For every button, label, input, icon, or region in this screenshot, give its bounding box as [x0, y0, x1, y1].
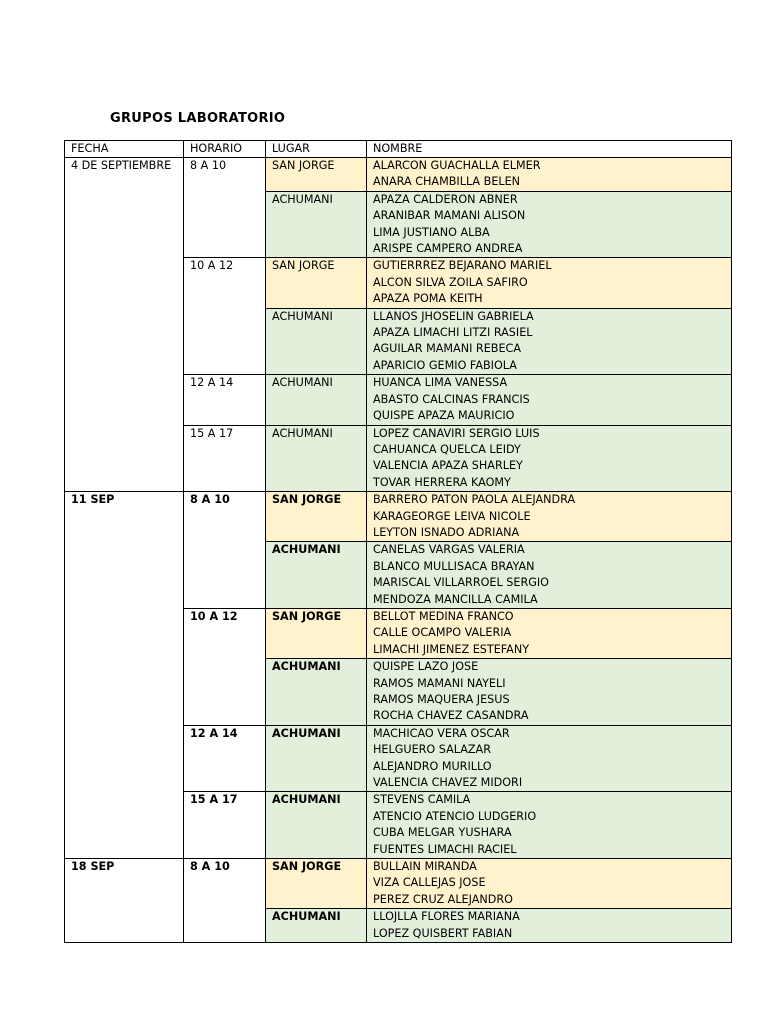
lugar-cell: ACHUMANI	[266, 792, 367, 859]
student-name: STEVENS CAMILA	[373, 793, 471, 807]
horario-cell: 8 A 10	[184, 492, 266, 609]
student-name: BELLOT MEDINA FRANCO	[373, 609, 514, 623]
student-name: TOVAR HERRERA KAOMY	[373, 475, 511, 489]
student-name: LOPEZ QUISBERT FABIAN	[373, 926, 513, 940]
header-nombre: NOMBRE	[367, 141, 732, 158]
lugar-cell: ACHUMANI	[266, 725, 367, 792]
nombre-cell	[367, 659, 732, 726]
student-name: ARANIBAR MAMANI ALISON	[373, 209, 526, 223]
horario-cell: 10 A 12	[184, 258, 266, 375]
student-name: ATENCIO ATENCIO LUDGERIO	[373, 809, 537, 823]
header-lugar: LUGAR	[266, 141, 367, 158]
student-name: LOPEZ CANAVIRI SERGIO LUIS	[373, 426, 540, 440]
nombre-cell	[367, 191, 732, 258]
student-name: BARRERO PATON PAOLA ALEJANDRA	[373, 493, 576, 507]
student-name: FUENTES LIMACHI RACIEL	[373, 842, 517, 856]
horario-cell: 10 A 12	[184, 608, 266, 725]
student-name: VIZA CALLEJAS JOSE	[373, 876, 486, 890]
student-name: LEYTON ISNADO ADRIANA	[373, 525, 520, 539]
horario-cell: 12 A 14	[184, 725, 266, 792]
fecha-cell: 11 SEP	[65, 492, 184, 859]
nombre-cell	[367, 158, 732, 192]
student-name: ALEJANDRO MURILLO	[373, 759, 492, 773]
student-name: BLANCO MULLISACA BRAYAN	[373, 559, 535, 573]
nombre-cell	[367, 608, 732, 658]
student-name: ALCON SILVA ZOILA SAFIRO	[373, 275, 528, 289]
nombre-cell	[367, 542, 732, 609]
student-name: ABASTO CALCINAS FRANCIS	[373, 392, 530, 406]
table-row	[65, 158, 732, 192]
student-name: VALENCIA CHAVEZ MIDORI	[373, 776, 523, 790]
nombre-cell	[367, 308, 732, 375]
schedule-body	[65, 141, 732, 943]
lugar-cell: ACHUMANI	[266, 191, 367, 258]
student-name: CALLE OCAMPO VALERIA	[373, 626, 512, 640]
student-name: CAHUANCA QUELCA LEIDY	[373, 442, 521, 456]
student-name: MACHICAO VERA OSCAR	[373, 726, 510, 740]
header-horario: HORARIO	[184, 141, 266, 158]
student-name: PEREZ CRUZ ALEJANDRO	[373, 892, 513, 906]
student-name: LLANOS JHOSELIN GABRIELA	[373, 309, 534, 323]
table-row	[65, 492, 732, 542]
student-name: LIMACHI JIMENEZ ESTEFANY	[373, 642, 530, 656]
lugar-cell: SAN JORGE	[266, 492, 367, 542]
table-row	[65, 859, 732, 909]
lugar-cell: ACHUMANI	[266, 375, 367, 425]
student-name: AGUILAR MAMANI REBECA	[373, 342, 521, 356]
student-name: BULLAIN MIRANDA	[373, 860, 477, 874]
horario-cell: 8 A 10	[184, 158, 266, 258]
horario-cell: 12 A 14	[184, 375, 266, 425]
fecha-cell: 18 SEP	[65, 859, 184, 943]
header-row	[65, 141, 732, 158]
nombre-cell	[367, 425, 732, 492]
header-fecha: FECHA	[65, 141, 184, 158]
student-name: GUTIERRREZ BEJARANO MARIEL	[373, 259, 552, 273]
nombre-cell	[367, 725, 732, 792]
lugar-cell: ACHUMANI	[266, 425, 367, 492]
student-name: MARISCAL VILLARROEL SERGIO	[373, 576, 549, 590]
student-name: RAMOS MAQUERA JESUS	[373, 693, 510, 706]
student-name: ANARA CHAMBILLA BELEN	[373, 175, 521, 189]
lugar-cell: ACHUMANI	[266, 659, 367, 726]
nombre-cell	[367, 492, 732, 542]
lugar-cell: ACHUMANI	[266, 909, 367, 943]
nombre-cell	[367, 792, 732, 859]
lugar-cell: SAN JORGE	[266, 608, 367, 658]
student-name: KARAGEORGE LEIVA NICOLE	[373, 509, 531, 523]
student-name: HELGUERO SALAZAR	[373, 743, 491, 757]
student-name: LIMA JUSTIANO ALBA	[373, 225, 490, 239]
student-name: ROCHA CHAVEZ CASANDRA	[373, 709, 529, 723]
lugar-cell: ACHUMANI	[266, 308, 367, 375]
schedule-table	[64, 140, 732, 943]
student-name: ALARCON GUACHALLA ELMER	[373, 159, 541, 172]
student-name: QUISPE APAZA MAURICIO	[373, 409, 515, 423]
student-name: CANELAS VARGAS VALERIA	[373, 543, 525, 557]
horario-cell: 15 A 17	[184, 425, 266, 492]
student-name: MENDOZA MANCILLA CAMILA	[373, 592, 538, 606]
page-title: GRUPOS LABORATORIO	[110, 111, 286, 126]
student-name: APAZA CALDERON ABNER	[373, 192, 518, 206]
student-name: ARISPE CAMPERO ANDREA	[373, 242, 523, 256]
lugar-cell: ACHUMANI	[266, 542, 367, 609]
nombre-cell	[367, 375, 732, 425]
lugar-cell: SAN JORGE	[266, 258, 367, 308]
student-name: APAZA POMA KEITH	[373, 292, 483, 306]
student-name: LLOJLLA FLORES MARIANA	[373, 910, 520, 924]
student-name: HUANCA LIMA VANESSA	[373, 376, 508, 390]
student-name: RAMOS MAMANI NAYELI	[373, 676, 506, 690]
student-name: APAZA LIMACHI LITZI RASIEL	[373, 326, 533, 340]
student-name: CUBA MELGAR YUSHARA	[373, 826, 512, 840]
horario-cell: 15 A 17	[184, 792, 266, 859]
nombre-cell	[367, 859, 732, 909]
nombre-cell	[367, 258, 732, 308]
student-name: APARICIO GEMIO FABIOLA	[373, 358, 517, 372]
horario-cell: 8 A 10	[184, 859, 266, 943]
lugar-cell: SAN JORGE	[266, 158, 367, 192]
student-name: VALENCIA APAZA SHARLEY	[373, 459, 523, 473]
student-name: QUISPE LAZO JOSE	[373, 660, 479, 674]
lugar-cell: SAN JORGE	[266, 859, 367, 909]
fecha-cell: 4 DE SEPTIEMBRE	[65, 158, 184, 492]
nombre-cell	[367, 909, 732, 943]
